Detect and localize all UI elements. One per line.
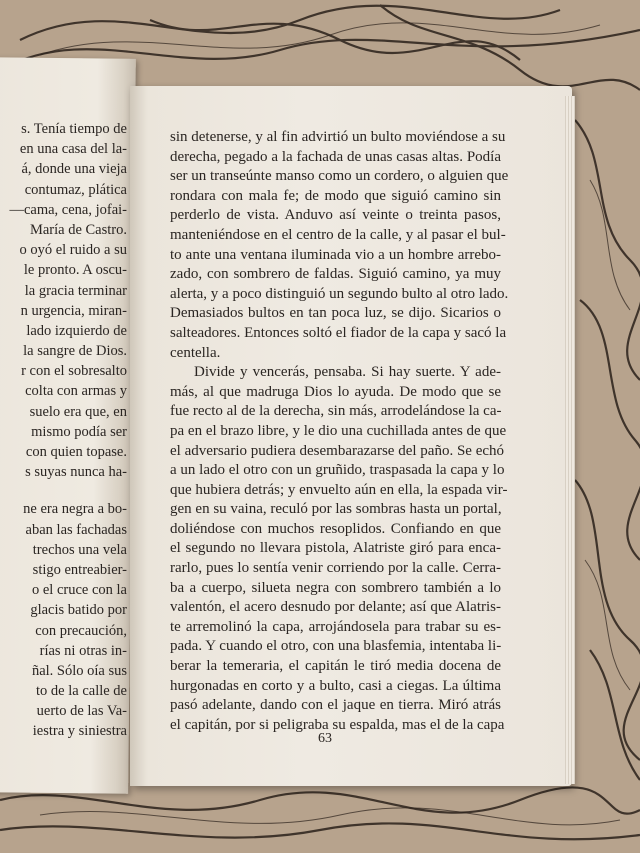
text-line: el capitán, por si peligraba su espalda, mas el de la capa [170,716,505,733]
text-line: to ante una ventana iluminada vio a un hombre arrebo- [170,246,501,263]
text-line: Demasiados bultos en tan poca luz, se dijo. Sicarios o [170,305,501,322]
text-line: a un lado el otro con un gruñido, traspasada la capa y lo [170,462,505,479]
section-gap [0,482,127,499]
text-line: mismo podía ser [31,423,127,440]
text-line: con precaución, [35,622,127,639]
text-line: iestra y siniestra [32,723,127,740]
text-line: salteadores. Entonces soltó el fiador de la capa y sacó la [170,324,507,341]
text-line: s suyas nunca ha- [25,464,127,481]
text-line: colta con armas y [25,383,127,400]
page-edges [565,96,575,784]
text-line: doliéndose con muchos resoplidos. Confiando en que [170,520,501,537]
text-line: con quien topase. [25,444,127,460]
text-line: —cama, cena, jofai- [9,201,127,218]
text-line: ñal. Sólo oía sus [31,662,127,679]
left-page-text [0,119,127,742]
text-line: trechos una vela [32,541,127,558]
text-line: fue recto al de la derecha, sin más, arrodelándose la ca- [170,403,502,420]
text-line: stigo entreabier- [32,561,127,578]
text-line: Divide y vencerás, pensaba. Si hay suerte. Y ade- [194,364,501,381]
text-line: María de Castro. [29,221,127,238]
text-line: aban las fachadas [25,521,127,538]
text-line: uerto de las Va- [36,703,127,720]
text-line: suelo era que, en [29,403,127,420]
text-line: rías ni otras in- [39,642,127,659]
text-line: pa en el brazo libre, y le dio una cuchillada antes de que [170,422,507,439]
text-line: pada. Y cuando el otro, con una blasfemia, intentaba li- [170,638,502,655]
text-line: ne era negra a bo- [23,501,127,518]
text-line: zado, con sombrero de faldas. Siguió camino, ya muy [170,266,501,283]
text-line: alerta, y a poco distinguió un segundo bulto al otro lado. [170,285,509,302]
text-line: n urgencia, miran- [20,302,127,319]
text-line: gen en su vaina, reculó por las sombras hasta un portal, [170,501,502,518]
text-line: rondara con mala fe; de modo que siguió camino sin [170,187,501,204]
text-line: centella. [170,344,221,361]
text-line: que hubiera detrás; y envuelto aún en ella, la espada vir- [170,481,508,498]
text-line: la sangre de Dios. [23,343,127,360]
text-line: á, donde una vieja [21,161,127,178]
text-line: derecha, pegado a la fachada de unas casas altas. Podía [170,148,501,165]
text-line: más, al que madruga Dios lo ayuda. De modo que se [170,383,501,400]
text-line: perderlo de vista. Anduvo así veinte o treinta pasos, [170,207,501,224]
text-line: le pronto. A oscu- [23,262,127,279]
text-line: pasó adelante, dando con el jaque en tierra. Miró atrás [170,697,501,714]
text-line: en una casa del la- [19,141,127,158]
text-line: lado izquierdo de [26,322,127,339]
text-line: ser un transeúnte manso como un cordero, o alguien que [170,168,509,185]
text-line: s. Tenía tiempo de [21,121,127,137]
text-line: el adversario pudiera desembarazarse del paño. Se echó [170,442,505,459]
right-page-text [170,128,509,735]
text-line: berar la temeraria, el capitán le tiró media docena de [170,658,501,675]
text-line: el segundo no llevara pistola, Alatriste giró para enca- [170,540,501,557]
text-line: o oyó el ruido a su [19,242,127,259]
page-number: 63 [318,731,332,746]
text-line: valentón, el acero desnudo por delante; así que Alatris- [170,599,501,616]
text-line: te arremolinó la capa, arrojándosela para trabar su es- [170,618,501,635]
text-line: contumaz, plática [24,181,127,198]
text-line: hurgonadas en corto y a bulto, casi a ciegas. La última [170,677,501,694]
text-line: ba a cuerpo, silueta negra con sombrero también a lo [170,579,501,596]
text-line: r con el sobresalto [21,363,127,380]
text-line: to de la calle de [36,683,127,700]
text-line: sin detenerse, y al fin advirtió un bulto moviéndose a su [170,129,506,145]
text-line: rarlo, pues lo sentía venir corriendo por la calle. Cerra- [170,560,501,577]
text-line: manteniéndose en el centro de la calle, y al pasar el bul- [170,226,506,243]
text-line: la gracia terminar [24,282,127,299]
text-line: glacis batido por [30,602,127,619]
text-line: o el cruce con la [31,582,127,599]
